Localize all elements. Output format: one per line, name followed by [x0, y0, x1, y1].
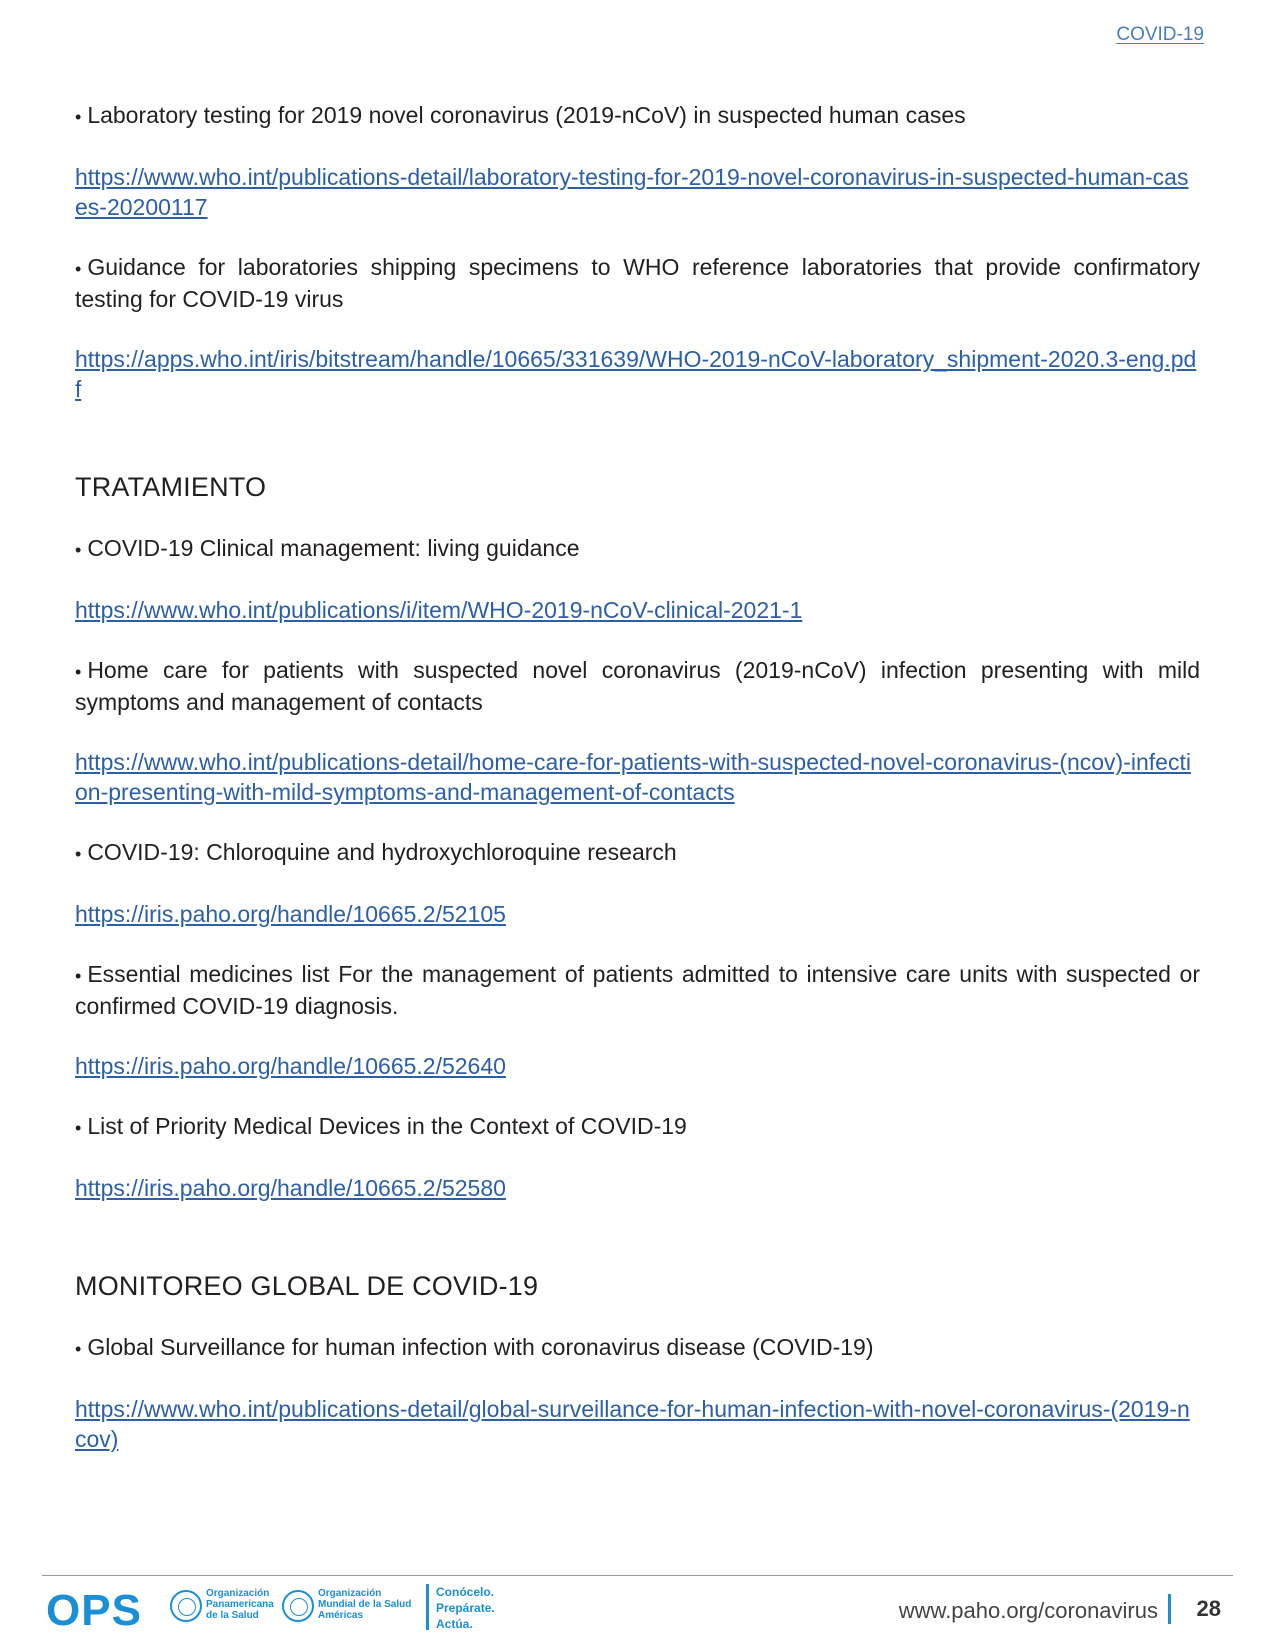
- reference-link[interactable]: https://www.who.int/publications-detail/home-care-for-patients-with-suspected-novel-coronavirus-(ncov)-infection-presenting-with-mild-symptoms-and-management-of-contacts: [75, 749, 1191, 805]
- slogan-divider: [426, 1584, 429, 1630]
- reference-link[interactable]: https://www.who.int/publications/i/item/WHO-2019-nCoV-clinical-2021-1: [75, 597, 803, 623]
- who-emblem-icon: [282, 1590, 314, 1622]
- reference-link[interactable]: https://iris.paho.org/handle/10665.2/52580: [75, 1175, 506, 1201]
- ops-logo: OPS: [46, 1586, 142, 1635]
- reference-link[interactable]: https://apps.who.int/iris/bitstream/handle/10665/331639/WHO-2019-nCoV-laboratory_shipment-2020.3-eng.pdf: [75, 346, 1197, 402]
- paho-globe-icon: [170, 1590, 202, 1622]
- page-content: [75, 100, 1200, 1484]
- reference-link[interactable]: https://iris.paho.org/handle/10665.2/52105: [75, 901, 506, 927]
- page-number: 28: [1196, 1596, 1221, 1621]
- list-item-title: • Home care for patients with suspected novel coronavirus (2019-nCoV) infection presenting with mild symptoms and management of contacts: [75, 657, 1200, 715]
- paho-org-name: Organización Panamericana de la Salud: [206, 1588, 274, 1621]
- reference-link[interactable]: https://www.who.int/publications-detail/global-surveillance-for-human-infection-with-novel-coronavirus-(2019-ncov): [75, 1396, 1190, 1452]
- section-heading-monitoring: MONITOREO GLOBAL DE COVID-19: [75, 1271, 539, 1301]
- site-url[interactable]: www.paho.org/coronavirus: [898, 1598, 1158, 1623]
- list-item-title: • Laboratory testing for 2019 novel coronavirus (2019-nCoV) in suspected human cases: [75, 102, 966, 128]
- slogan: Conócelo. Prepárate. Actúa.: [436, 1585, 495, 1631]
- reference-link[interactable]: https://www.who.int/publications-detail/laboratory-testing-for-2019-novel-coronavirus-in-suspected-human-cases-20200117: [75, 164, 1189, 220]
- footer-divider: [42, 1575, 1233, 1576]
- list-item-title: • Guidance for laboratories shipping specimens to WHO reference laboratories that provide confirmatory testing for COVID-19 virus: [75, 254, 1200, 312]
- footer: [42, 1580, 1233, 1640]
- page-number-divider: [1168, 1594, 1171, 1624]
- list-item-title: • COVID-19: Chloroquine and hydroxychloroquine research: [75, 839, 677, 865]
- header-tag: COVID-19: [1116, 24, 1204, 45]
- list-item-title: • COVID-19 Clinical management: living guidance: [75, 535, 580, 561]
- list-item-title: • List of Priority Medical Devices in the Context of COVID-19: [75, 1113, 687, 1139]
- section-heading-treatment: TRATAMIENTO: [75, 472, 267, 502]
- reference-link[interactable]: https://iris.paho.org/handle/10665.2/52640: [75, 1053, 506, 1079]
- who-org-name: Organización Mundial de la Salud Américas: [318, 1588, 412, 1621]
- list-item-title: • Essential medicines list For the management of patients admitted to intensive care units with suspected or confirmed COVID-19 diagnosis.: [75, 961, 1200, 1019]
- list-item-title: • Global Surveillance for human infection with coronavirus disease (COVID-19): [75, 1334, 874, 1360]
